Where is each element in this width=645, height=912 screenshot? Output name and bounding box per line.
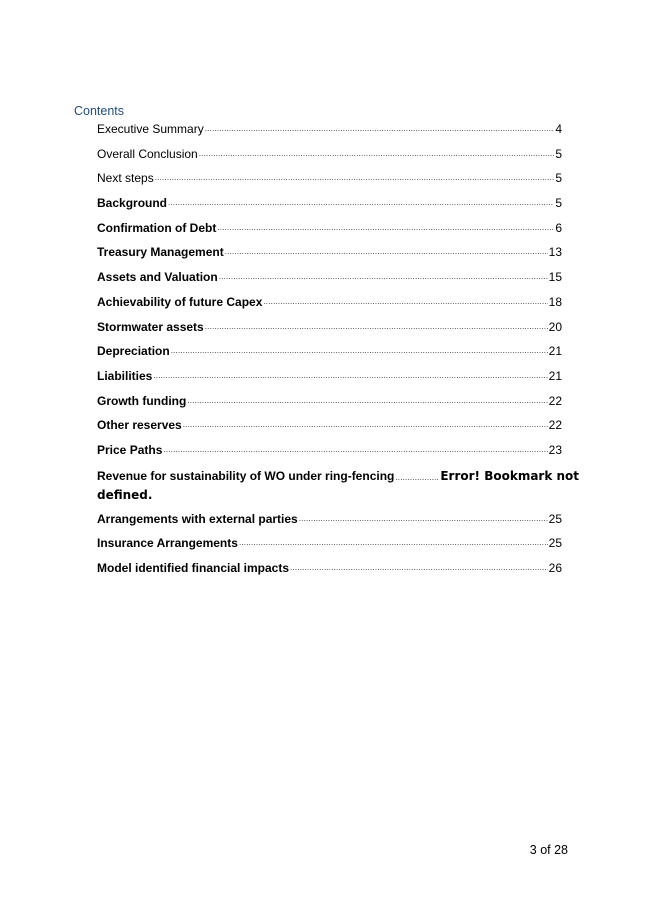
toc-dot-leader [205,125,555,133]
toc-entry-title: Stormwater assets [97,319,204,334]
toc-dot-leader [239,539,548,547]
toc-entry-title: Model identified financial impacts [97,561,290,575]
toc-entry-title: Background [97,196,168,211]
toc-entry-other-reserves[interactable] [97,417,562,433]
toc-entry-page: 20 [548,319,562,334]
toc-dot-leader [163,446,547,454]
toc-entry-title: Arrangements with external parties [97,511,298,526]
toc-entry-page: 13 [548,245,562,260]
toc-entry-page: 5 [555,196,562,211]
toc-entry-page: 22 [548,393,562,408]
toc-entry-title: Confirmation of Debt [97,220,217,235]
toc-dot-leader [168,199,554,207]
toc-entry-page: 5 [555,171,562,186]
toc-dot-leader [171,347,548,355]
toc-entry-depreciation[interactable] [97,343,562,359]
toc-entry-background[interactable] [97,195,562,211]
toc-entry-title: Liabilities [97,368,153,383]
toc-entry-page: 23 [548,442,562,457]
toc-entry-title: Revenue for sustainability of WO under ring-fencing [97,468,395,483]
toc-dot-leader [187,397,547,405]
toc-entry-page: 4 [555,122,562,136]
toc-dot-leader [263,298,547,306]
toc-dot-leader [290,564,548,572]
bookmark-error-text: Error! Bookmark not [440,468,580,483]
toc-dot-leader [205,323,548,331]
toc-entry-revenue-for-sustainability[interactable] [97,467,580,505]
toc-entry-achievability-of-future-capex[interactable] [97,294,562,310]
toc-entry-title: Next steps [97,171,154,186]
page-number-footer: 3 of 28 [529,843,568,857]
table-of-contents [97,121,580,585]
contents-heading: Contents [74,104,125,118]
toc-entry-title: Executive Summary [97,122,204,136]
toc-entry-line [97,467,580,486]
toc-entry-growth-funding[interactable] [97,393,562,409]
toc-entry-confirmation-of-debt[interactable] [97,220,562,236]
toc-entry-title: Achievability of future Capex [97,294,263,309]
toc-entry-title: Depreciation [97,344,170,359]
toc-dot-leader [153,372,547,380]
toc-entry-page: 6 [555,220,562,235]
toc-entry-arrangements-with-external-parties[interactable] [97,511,562,527]
toc-dot-leader [395,474,439,482]
toc-entry-title: Price Paths [97,442,163,457]
toc-entry-page: 15 [548,270,562,285]
toc-entry-executive-summary[interactable] [97,121,562,137]
toc-entry-stormwater-assets[interactable] [97,319,562,335]
toc-entry-title: Overall Conclusion [97,146,198,161]
toc-dot-leader [225,248,548,256]
toc-entry-liabilities[interactable] [97,368,562,384]
toc-entry-page: 5 [555,146,562,161]
toc-entry-price-paths[interactable] [97,442,562,458]
toc-entry-page: 25 [548,536,562,551]
toc-entry-page: 25 [548,511,562,526]
toc-entry-page: 21 [548,368,562,383]
toc-dot-leader [219,273,548,281]
toc-entry-treasury-management[interactable] [97,244,562,260]
toc-dot-leader [199,150,555,158]
toc-dot-leader [217,224,554,232]
toc-entry-model-identified-financial-impacts[interactable] [97,560,562,576]
toc-entry-insurance-arrangements[interactable] [97,535,562,551]
toc-entry-page: 18 [548,294,562,309]
toc-entry-title: Growth funding [97,393,187,408]
toc-entry-assets-and-valuation[interactable] [97,269,562,285]
toc-entry-title: Treasury Management [97,245,224,260]
toc-entry-page: 21 [548,344,562,359]
toc-entry-title: Other reserves [97,418,182,433]
toc-entry-title: Insurance Arrangements [97,536,238,551]
toc-dot-leader [183,421,548,429]
toc-dot-leader [155,174,555,182]
toc-dot-leader [299,515,548,523]
toc-entry-page: 26 [548,561,562,575]
toc-entry-overall-conclusion[interactable] [97,146,562,162]
toc-entry-page: 22 [548,418,562,433]
toc-entry-title: Assets and Valuation [97,270,218,285]
bookmark-error-text-continued: defined. [97,487,153,502]
toc-entry-next-steps[interactable] [97,170,562,186]
